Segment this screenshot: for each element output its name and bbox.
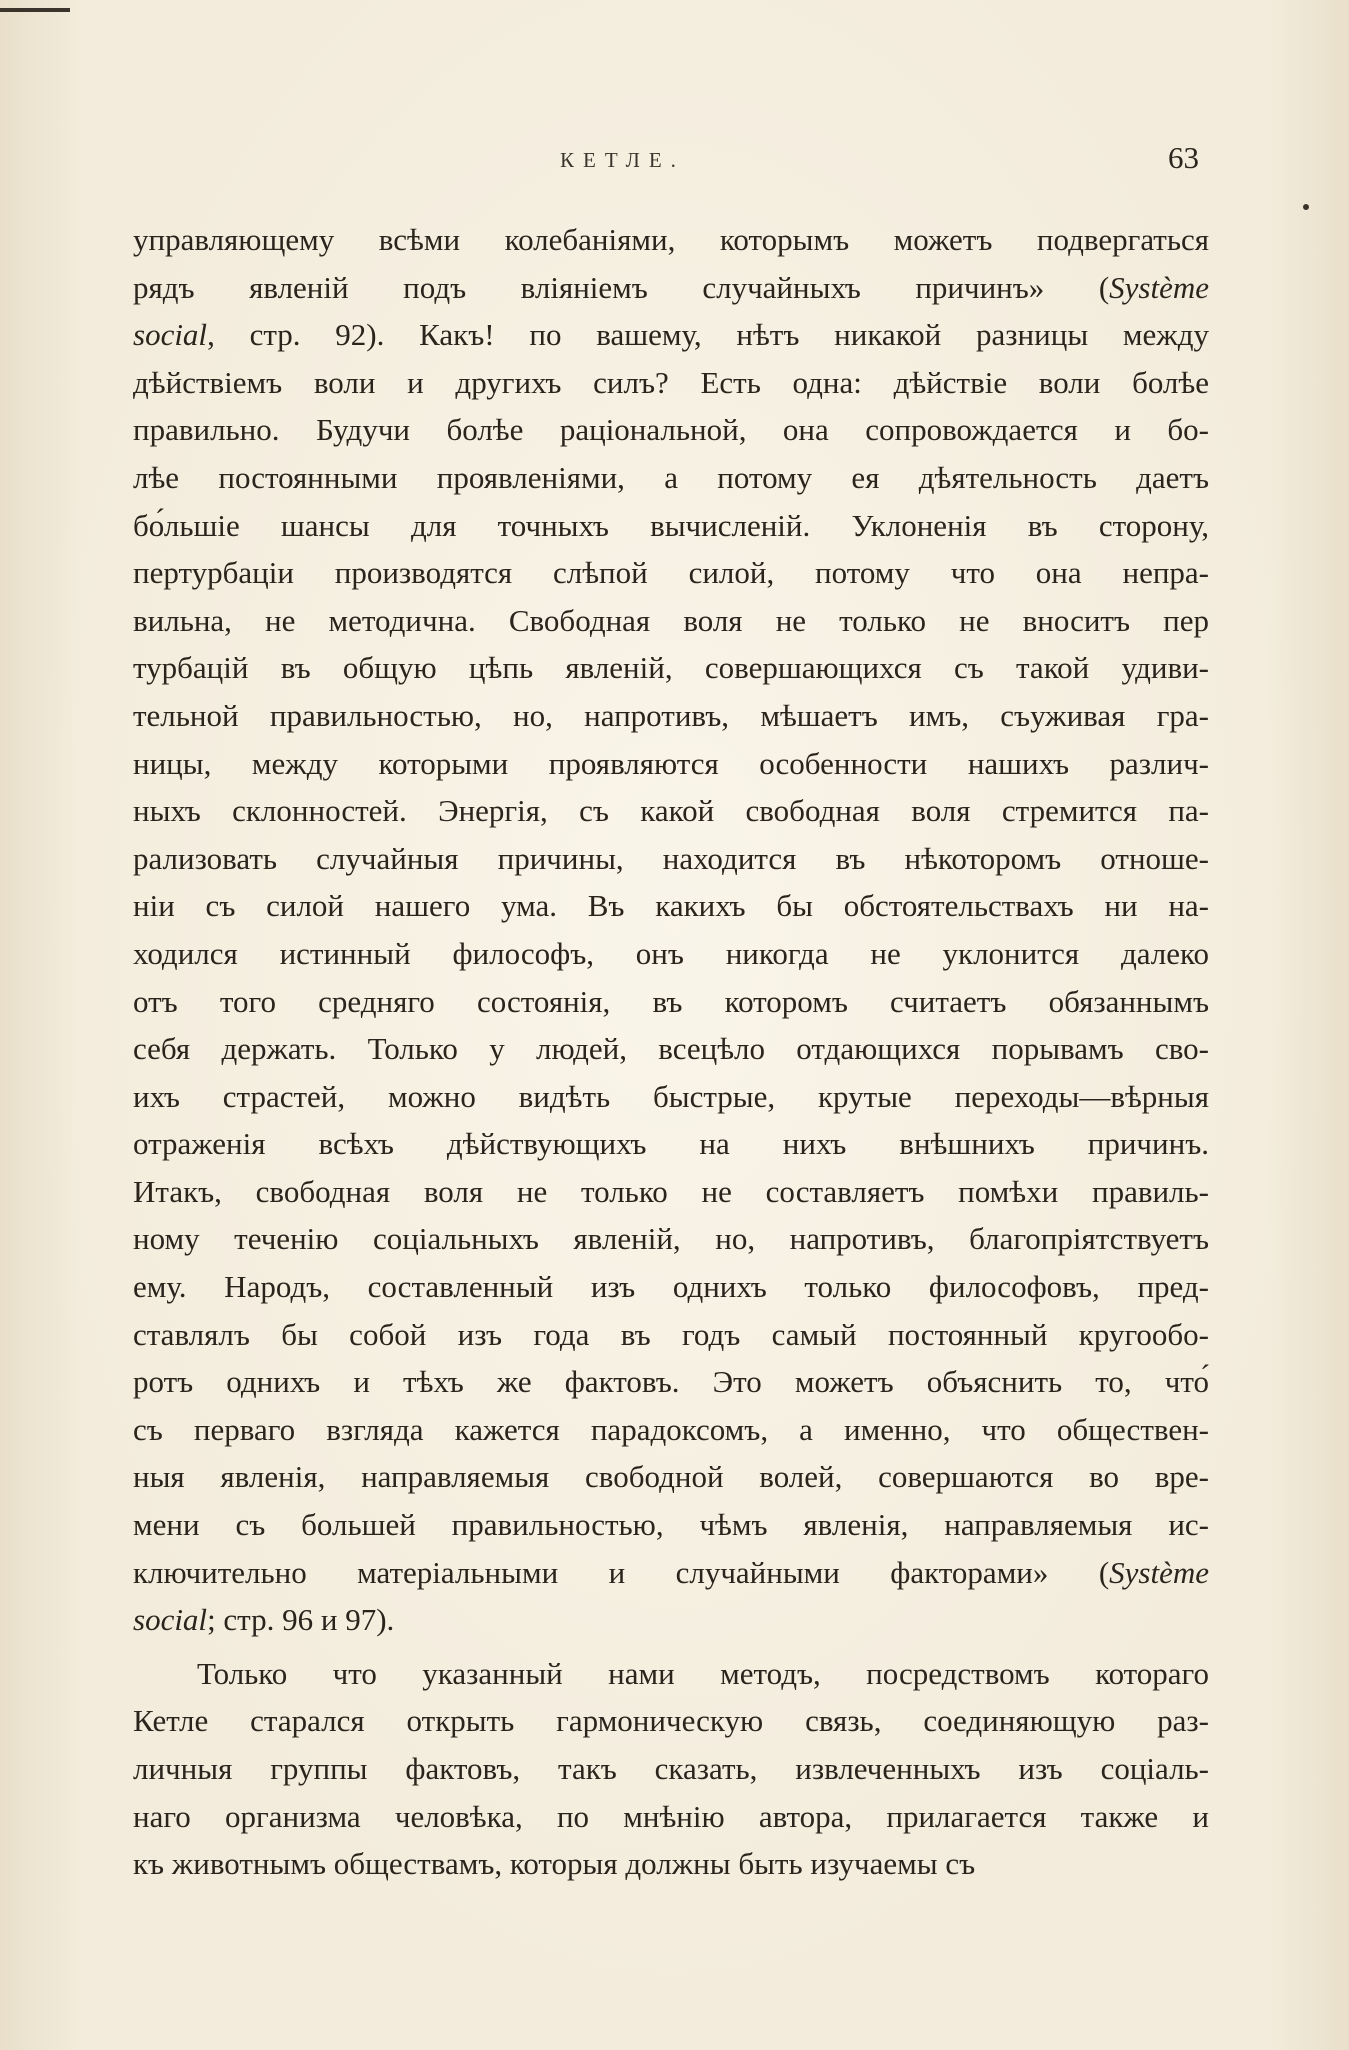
text-line <box>133 1263 1209 1311</box>
text-line <box>133 1168 1209 1216</box>
line-text: ; стр. 96 и 97). <box>207 1602 395 1638</box>
line-text: пертурбаціи производятся слѣпой силой, потому что она непра- <box>133 555 1209 591</box>
line-text: лѣе постоянными проявленіями, а потому ея дѣятельность даетъ <box>133 459 1209 495</box>
text-line <box>133 978 1209 1026</box>
text-line <box>133 1406 1209 1454</box>
line-text: ключительно матеріальными и случайными факторами» ( <box>133 1554 1110 1590</box>
line-text: рализовать случайныя причины, находится въ нѣкоторомъ отноше- <box>133 840 1209 876</box>
line-text: отраженія всѣхъ дѣйствующихъ на нихъ внѣшнихъ причинъ. <box>133 1126 1209 1162</box>
line-text: рядъ явленій подъ вліяніемъ случайныхъ причинъ» ( <box>133 269 1110 305</box>
line-text: , стр. 92). Какъ! по вашему, нѣтъ никакой разницы между <box>207 317 1209 353</box>
text-line <box>133 502 1209 550</box>
text-line <box>133 406 1209 454</box>
text-line <box>133 1025 1209 1073</box>
line-text: ихъ страстей, можно видѣть быстрые, крутые переходы—вѣрныя <box>133 1078 1209 1114</box>
line-text: бо́льшіе шансы для точныхъ вычисленій. Уклоненія въ сторону, <box>133 507 1209 543</box>
ink-speck <box>1303 204 1309 210</box>
body-text <box>133 216 1209 1888</box>
text-line <box>133 644 1209 692</box>
line-text: ницы, между которыми проявляются особенности нашихъ различ- <box>133 745 1209 781</box>
line-text: съ перваго взгляда кажется парадоксомъ, а именно, что обществен- <box>133 1411 1209 1447</box>
italic-text: social <box>133 317 208 353</box>
line-text: ходился истинный философъ, онъ никогда не уклонится далеко <box>133 935 1209 971</box>
text-line <box>133 359 1209 407</box>
text-line <box>133 1501 1209 1549</box>
text-line <box>133 835 1209 883</box>
text-line <box>133 1215 1209 1263</box>
text-line <box>133 787 1209 835</box>
text-line <box>133 216 1209 264</box>
text-line <box>133 1697 1209 1745</box>
text-line <box>133 1120 1209 1168</box>
line-text: вильна, не методична. Свободная воля не только не вноситъ пер <box>133 602 1209 638</box>
line-text: ставлялъ бы собой изъ года въ годъ самый постоянный кругообо- <box>133 1316 1209 1352</box>
text-line <box>133 264 1209 312</box>
line-text: турбацій въ общую цѣпь явленій, совершающихся съ такой удиви- <box>133 650 1209 686</box>
text-line <box>133 1358 1209 1406</box>
text-line <box>133 549 1209 597</box>
text-line <box>133 1793 1209 1841</box>
text-line <box>133 597 1209 645</box>
line-text: Итакъ, свободная воля не только не составляетъ помѣхи правиль- <box>133 1173 1209 1209</box>
text-line <box>133 740 1209 788</box>
text-line <box>133 1650 1209 1698</box>
text-line <box>133 1840 1209 1888</box>
line-text: ныя явленія, направляемыя свободной волей, совершаются во вре- <box>133 1459 1209 1495</box>
text-line <box>133 311 1209 359</box>
italic-text: Système <box>1109 1554 1209 1590</box>
line-text: Только что указанный нами методъ, посредствомъ котораго <box>197 1655 1209 1691</box>
text-line <box>133 692 1209 740</box>
page-number: 63 <box>1168 140 1199 175</box>
text-line <box>133 930 1209 978</box>
line-text: личныя группы фактовъ, такъ сказать, извлеченныхъ изъ соціаль- <box>133 1751 1209 1786</box>
text-line <box>133 882 1209 930</box>
line-text: дѣйствіемъ воли и другихъ силъ? Есть одна: дѣйствіе воли болѣе <box>133 364 1209 400</box>
text-line <box>133 454 1209 502</box>
line-text: Кетле старался открыть гармоническую связь, соединяющую раз- <box>133 1703 1209 1739</box>
line-text: ныхъ склонностей. Энергія, съ какой свободная воля стремится па- <box>133 793 1209 829</box>
line-text: ніи съ силой нашего ума. Въ какихъ бы обстоятельствахъ ни на- <box>133 888 1209 924</box>
text-line <box>133 1596 1209 1644</box>
paragraph <box>133 216 1209 1644</box>
line-text: ему. Народъ, составленный изъ однихъ только философовъ, пред- <box>133 1269 1209 1305</box>
text-line <box>133 1311 1209 1359</box>
line-text: наго организма человѣка, по мнѣнію автора, прилагается также и <box>133 1798 1209 1834</box>
text-line <box>133 1549 1209 1597</box>
line-text: себя держать. Только у людей, всецѣло отдающихся порывамъ сво- <box>133 1031 1209 1067</box>
line-text: ротъ однихъ и тѣхъ же фактовъ. Это можетъ объяснить то, что́ <box>133 1364 1209 1400</box>
running-head <box>0 140 1349 188</box>
paragraph <box>133 1650 1209 1888</box>
italic-text: Système <box>1109 269 1209 305</box>
line-text: тельной правильностью, но, напротивъ, мѣшаетъ имъ, съуживая гра- <box>133 697 1209 733</box>
line-text: ному теченію соціальныхъ явленій, но, напротивъ, благопріятствуетъ <box>133 1221 1209 1257</box>
corner-print-mark <box>0 8 70 12</box>
text-line <box>133 1745 1209 1793</box>
line-text: управляющему всѣми колебаніями, которымъ можетъ подвергаться <box>133 222 1209 257</box>
running-title: КЕТЛЕ. <box>560 148 685 172</box>
line-text: правильно. Будучи болѣе раціональной, она сопровождается и бо- <box>133 412 1209 448</box>
text-line <box>133 1073 1209 1121</box>
line-text: отъ того средняго состоянія, въ которомъ считаетъ обязаннымъ <box>133 983 1209 1019</box>
line-text: къ животнымъ обществамъ, которыя должны быть изучаемы съ <box>133 1846 976 1882</box>
text-line <box>133 1453 1209 1501</box>
italic-text: social <box>133 1602 208 1638</box>
line-text: мени съ большей правильностью, чѣмъ явленія, направляемыя ис- <box>133 1507 1209 1543</box>
